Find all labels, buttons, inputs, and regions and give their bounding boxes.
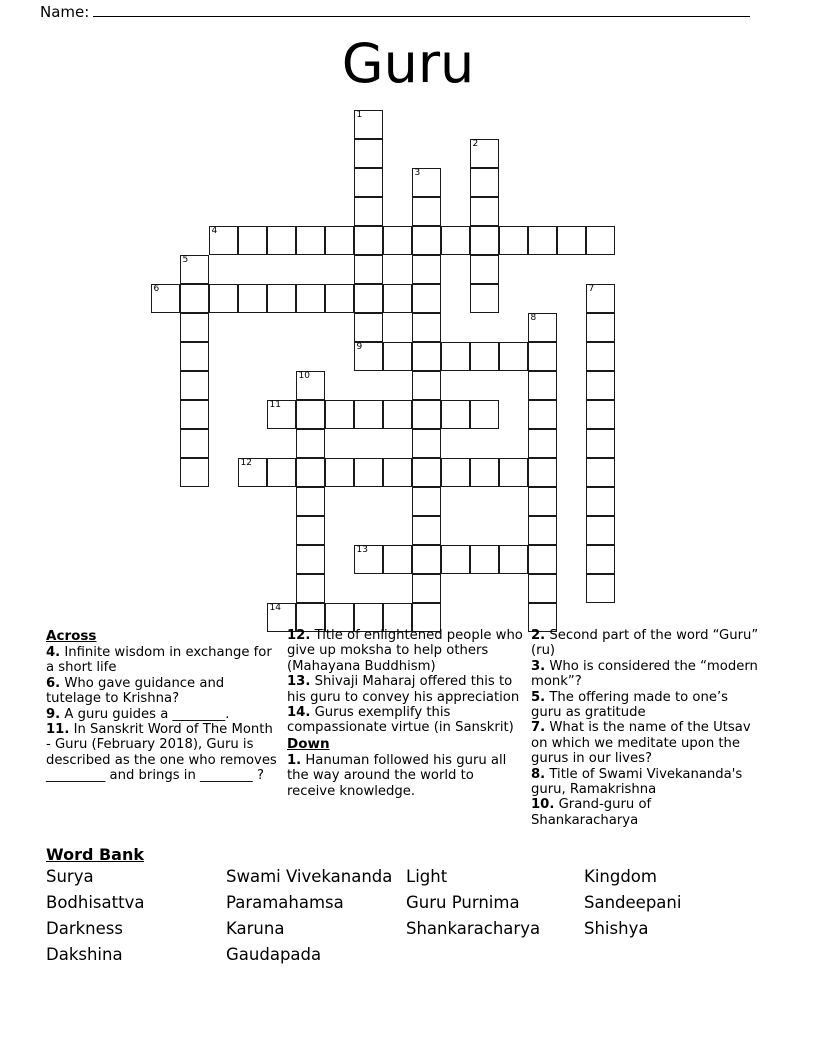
clue-text: Hanuman followed his guru all the way around the world to receive knowledge.	[287, 752, 507, 799]
grid-cell[interactable]	[296, 545, 325, 574]
grid-cell[interactable]	[528, 400, 557, 429]
word-bank-spacer	[584, 944, 764, 966]
grid-cell[interactable]	[499, 458, 528, 487]
grid-cell[interactable]	[528, 226, 557, 255]
clue-item	[46, 645, 279, 676]
grid-cell[interactable]	[354, 342, 383, 371]
grid-cell[interactable]	[528, 574, 557, 603]
word-bank-item[interactable]: Sandeepani	[584, 893, 682, 912]
grid-cell[interactable]	[412, 284, 441, 313]
grid-cell[interactable]	[412, 313, 441, 342]
clue-item	[46, 722, 279, 784]
grid-cell[interactable]	[441, 545, 470, 574]
grid-cell[interactable]	[528, 545, 557, 574]
word-bank-item[interactable]: Surya	[46, 867, 94, 886]
clue-number: 9.	[46, 706, 61, 722]
grid-cell[interactable]	[267, 400, 296, 429]
clues-section	[46, 628, 770, 828]
clue-text: Grand-guru of Shankaracharya	[531, 797, 652, 828]
grid-cell[interactable]	[412, 516, 441, 545]
clue-number: 4.	[46, 645, 61, 660]
grid-cell[interactable]	[528, 371, 557, 400]
grid-cell-number: 10	[298, 371, 310, 381]
grid-cell[interactable]	[354, 313, 383, 342]
grid-cell[interactable]	[586, 487, 615, 516]
grid-cell[interactable]	[180, 429, 209, 458]
grid-cell[interactable]	[470, 255, 499, 284]
grid-cell[interactable]	[441, 342, 470, 371]
grid-cell[interactable]	[412, 487, 441, 516]
grid-cell[interactable]	[354, 110, 383, 139]
word-bank-item[interactable]: Kingdom	[584, 867, 657, 886]
grid-cell[interactable]	[209, 284, 238, 313]
clue-column-middle	[287, 628, 531, 799]
grid-cell[interactable]	[528, 516, 557, 545]
clue-number: 11.	[46, 722, 70, 738]
grid-cell[interactable]	[586, 400, 615, 429]
word-bank-item[interactable]: Karuna	[226, 919, 285, 938]
grid-cell[interactable]	[470, 400, 499, 429]
grid-cell[interactable]	[325, 458, 354, 487]
grid-cell[interactable]	[296, 458, 325, 487]
grid-cell[interactable]	[586, 429, 615, 458]
grid-cell[interactable]	[354, 545, 383, 574]
grid-cell[interactable]	[180, 400, 209, 429]
grid-cell[interactable]	[412, 226, 441, 255]
clue-text: Title of enlightened people who give up moksha to help others (Mahayana Buddhism)	[287, 628, 523, 674]
grid-cell[interactable]	[441, 226, 470, 255]
clue-text: Gurus exemplify this compassionate virtue (in Sanskrit)	[287, 705, 514, 736]
grid-cell[interactable]	[354, 197, 383, 226]
grid-cell[interactable]	[325, 400, 354, 429]
grid-cell-number: 11	[269, 400, 281, 410]
word-bank-heading: Word Bank	[46, 845, 145, 864]
grid-cell[interactable]	[354, 284, 383, 313]
grid-cell[interactable]	[383, 545, 412, 574]
grid-cell[interactable]	[586, 226, 615, 255]
clue-text: The offering made to one’s guru as gratitude	[531, 689, 729, 721]
grid-cell[interactable]	[296, 284, 325, 313]
grid-cell[interactable]	[267, 458, 296, 487]
clue-text: What is the name of the Utsav on which we meditate upon the gurus in our lives?	[531, 720, 751, 767]
word-bank-item[interactable]: Dakshina	[46, 945, 123, 964]
grid-cell[interactable]	[383, 400, 412, 429]
grid-cell[interactable]	[354, 255, 383, 284]
grid-cell[interactable]	[412, 168, 441, 197]
clue-number: 2.	[531, 628, 546, 643]
word-bank-item[interactable]: Swami Vivekananda	[226, 867, 393, 886]
grid-cell[interactable]	[238, 284, 267, 313]
grid-cell[interactable]	[586, 516, 615, 545]
grid-cell-number: 5	[182, 255, 189, 265]
word-bank-item[interactable]: Shankaracharya	[406, 919, 541, 938]
grid-cell[interactable]	[528, 458, 557, 487]
grid-cell[interactable]	[180, 255, 209, 284]
grid-cell-number: 9	[356, 342, 363, 352]
grid-cell-number: 3	[414, 168, 421, 178]
clue-number: 8.	[531, 766, 546, 782]
clue-item	[531, 767, 762, 798]
clue-column-right	[531, 628, 770, 828]
grid-cell[interactable]	[470, 139, 499, 168]
clue-item	[46, 707, 279, 722]
clue-text: Title of Swami Vivekananda's guru, Ramakrishna	[531, 766, 743, 798]
clue-number: 13.	[287, 674, 311, 690]
grid-cell[interactable]	[383, 226, 412, 255]
clue-text: Who is considered the “modern monk”?	[531, 658, 758, 690]
grid-cell[interactable]	[586, 313, 615, 342]
grid-cell[interactable]	[470, 197, 499, 226]
grid-cell[interactable]	[209, 226, 238, 255]
grid-cell[interactable]	[267, 284, 296, 313]
grid-cell[interactable]	[528, 313, 557, 342]
grid-cell[interactable]	[470, 342, 499, 371]
clue-item	[287, 753, 523, 799]
grid-cell[interactable]	[499, 226, 528, 255]
grid-cell[interactable]	[354, 400, 383, 429]
clue-column-left	[46, 628, 287, 784]
grid-cell[interactable]	[354, 458, 383, 487]
grid-cell[interactable]	[412, 429, 441, 458]
clue-item	[531, 659, 762, 690]
grid-cell[interactable]	[441, 458, 470, 487]
clue-item	[531, 797, 762, 828]
word-bank-item[interactable]: Gaudapada	[226, 945, 322, 964]
clue-number: 6.	[46, 675, 61, 691]
grid-cell[interactable]	[354, 226, 383, 255]
grid-cell[interactable]	[470, 226, 499, 255]
grid-cell[interactable]	[528, 342, 557, 371]
name-label: Name:	[40, 3, 90, 21]
page-title: Guru	[341, 32, 475, 95]
clue-number: 1.	[287, 752, 302, 768]
grid-cell[interactable]	[412, 400, 441, 429]
clue-number: 14.	[287, 705, 311, 721]
grid-cell[interactable]	[354, 139, 383, 168]
grid-cell[interactable]	[412, 342, 441, 371]
grid-cell[interactable]	[296, 487, 325, 516]
grid-cell[interactable]	[528, 487, 557, 516]
grid-cell[interactable]	[180, 371, 209, 400]
grid-cell[interactable]	[528, 429, 557, 458]
clue-text: Who gave guidance and tutelage to Krishna?	[46, 675, 225, 707]
word-bank-item[interactable]: Guru Purnima	[406, 893, 520, 912]
clue-number: 3.	[531, 658, 546, 674]
grid-cell-number: 7	[588, 284, 595, 294]
grid-cell[interactable]	[296, 516, 325, 545]
grid-cell[interactable]	[296, 226, 325, 255]
clue-item	[531, 628, 762, 659]
grid-cell[interactable]	[412, 255, 441, 284]
grid-cell[interactable]	[586, 342, 615, 371]
grid-cell[interactable]	[325, 226, 354, 255]
grid-cell-number: 14	[269, 603, 281, 613]
word-bank-item[interactable]: Darkness	[46, 919, 123, 938]
grid-cell-number: 13	[356, 545, 368, 555]
clue-number: 5.	[531, 689, 546, 705]
word-bank-item[interactable]: Light	[406, 867, 448, 886]
word-bank-spacer	[406, 944, 584, 966]
grid-cell[interactable]	[586, 371, 615, 400]
grid-cell[interactable]	[470, 168, 499, 197]
grid-cell-number: 4	[211, 226, 218, 236]
word-bank-item[interactable]: Bodhisattva	[46, 893, 145, 912]
grid-cell[interactable]	[499, 545, 528, 574]
grid-cell[interactable]	[180, 313, 209, 342]
word-bank-item[interactable]: Paramahamsa	[226, 893, 344, 912]
clue-item	[46, 676, 279, 707]
across-heading: Across	[46, 628, 97, 644]
grid-cell[interactable]	[296, 400, 325, 429]
grid-cell[interactable]	[586, 458, 615, 487]
grid-cell[interactable]	[557, 226, 586, 255]
grid-cell[interactable]	[412, 458, 441, 487]
grid-cell[interactable]	[412, 371, 441, 400]
grid-cell[interactable]	[470, 545, 499, 574]
clue-text: Second part of the word “Guru” (ru)	[531, 628, 759, 659]
grid-cell[interactable]	[151, 284, 180, 313]
clue-text: In Sanskrit Word of The Month - Guru (February 2018), Guru is described as the one who removes _________ and brings in ________ ?	[46, 722, 277, 784]
grid-cell[interactable]	[470, 284, 499, 313]
word-bank-list	[46, 866, 776, 966]
grid-cell[interactable]	[499, 342, 528, 371]
clue-text: A guru guides a ________.	[60, 706, 230, 722]
clue-item	[287, 628, 523, 674]
grid-cell[interactable]	[325, 284, 354, 313]
grid-cell[interactable]	[383, 342, 412, 371]
grid-cell-number: 6	[153, 284, 160, 294]
down-heading: Down	[287, 735, 330, 752]
clue-number: 7.	[531, 720, 546, 736]
grid-cell[interactable]	[586, 574, 615, 603]
clue-text: Infinite wisdom in exchange for a short life	[46, 645, 272, 676]
grid-cell[interactable]	[441, 400, 470, 429]
word-bank-item[interactable]: Shishya	[584, 919, 649, 938]
grid-cell[interactable]	[470, 458, 499, 487]
grid-cell[interactable]	[296, 429, 325, 458]
grid-cell-number: 8	[530, 313, 537, 323]
grid-cell-number: 1	[356, 110, 363, 120]
grid-cell[interactable]	[180, 284, 209, 313]
grid-cell[interactable]	[586, 545, 615, 574]
clue-text: Shivaji Maharaj offered this to his guru to convey his appreciation	[287, 674, 520, 705]
grid-cell[interactable]	[354, 168, 383, 197]
grid-cell[interactable]	[412, 545, 441, 574]
grid-cell[interactable]	[238, 226, 267, 255]
grid-cell[interactable]	[412, 574, 441, 603]
clue-item	[287, 674, 523, 705]
grid-cell[interactable]	[180, 342, 209, 371]
grid-cell[interactable]	[383, 458, 412, 487]
clue-item	[531, 690, 762, 721]
grid-cell-number: 2	[472, 139, 479, 149]
clue-item	[287, 705, 523, 736]
grid-cell-number: 12	[240, 458, 252, 468]
grid-cell[interactable]	[267, 226, 296, 255]
clue-number: 12.	[287, 628, 311, 643]
grid-cell[interactable]	[412, 197, 441, 226]
grid-cell[interactable]	[296, 371, 325, 400]
grid-cell[interactable]	[383, 284, 412, 313]
clue-item	[531, 720, 762, 766]
grid-cell[interactable]	[180, 458, 209, 487]
grid-cell[interactable]	[586, 284, 615, 313]
grid-cell[interactable]	[296, 574, 325, 603]
grid-cell[interactable]	[238, 458, 267, 487]
clue-number: 10.	[531, 797, 555, 813]
